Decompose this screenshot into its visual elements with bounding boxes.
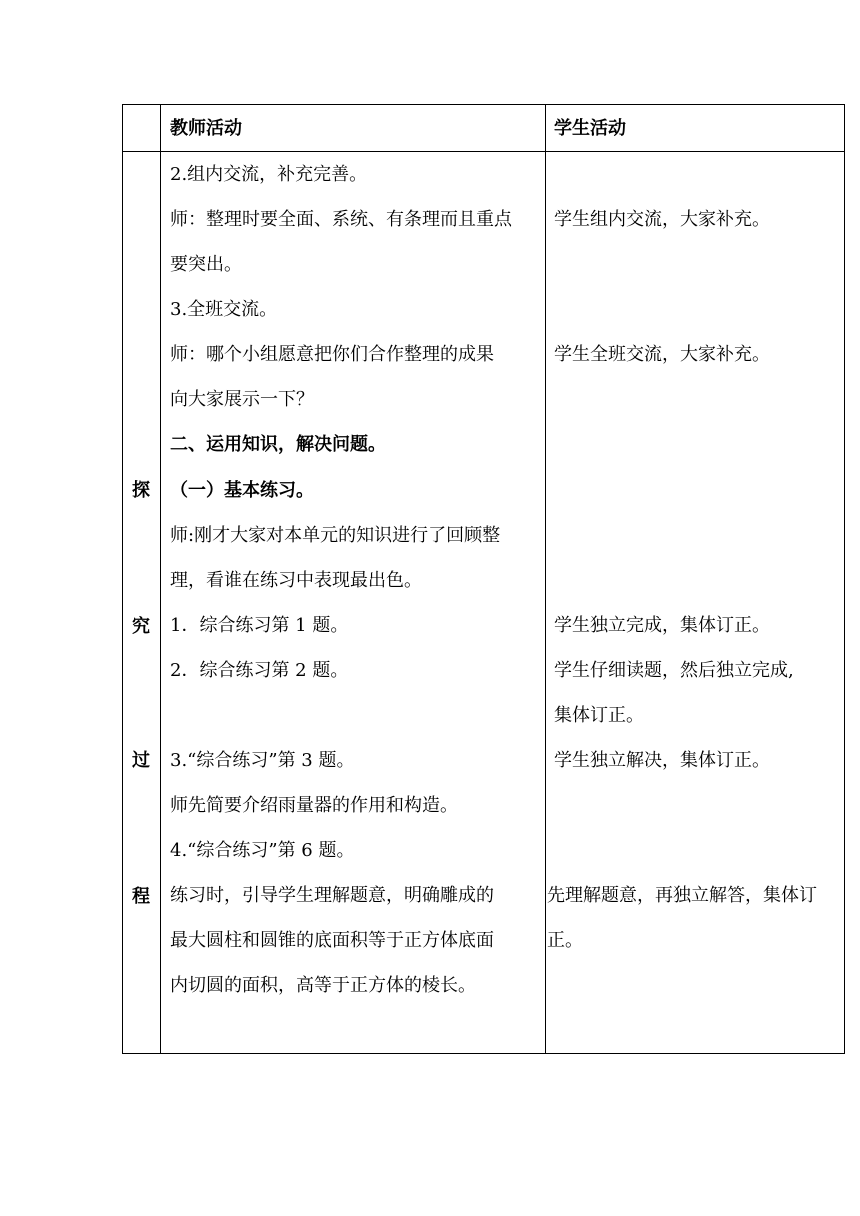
teacher-activity-header: 教师活动 xyxy=(170,118,242,139)
side-label-char: 过 xyxy=(132,750,150,771)
teacher-line: 4.“综合练习”第 6 题。 xyxy=(170,840,355,861)
header-row-divider xyxy=(122,151,845,152)
table-border-top xyxy=(122,104,845,105)
student-line: 正。 xyxy=(547,930,583,951)
teacher-line: 2．综合练习第 2 题。 xyxy=(170,660,349,681)
teacher-line: 2.组内交流，补充完善。 xyxy=(170,164,368,185)
side-column-divider xyxy=(160,104,161,1054)
teacher-line: 3.“综合练习”第 3 题。 xyxy=(170,750,355,771)
teacher-line: 理，看谁在练习中表现最出色。 xyxy=(170,570,422,591)
teacher-line: 3.全班交流。 xyxy=(170,299,278,320)
teacher-line: 内切圆的面积，高等于正方体的棱长。 xyxy=(170,975,476,996)
teacher-line: 师:刚才大家对本单元的知识进行了回顾整 xyxy=(170,525,501,546)
teacher-line: 练习时，引导学生理解题意，明确雕成的 xyxy=(170,885,494,906)
teacher-line: 师：整理时要全面、系统、有条理而且重点 xyxy=(170,209,512,230)
teacher-line: 师：哪个小组愿意把你们合作整理的成果 xyxy=(170,344,494,365)
teacher-line: 最大圆柱和圆锥的底面积等于正方体底面 xyxy=(170,930,494,951)
student-line: 学生独立解决，集体订正。 xyxy=(554,750,770,771)
side-label-char: 究 xyxy=(132,616,150,637)
table-border-bottom xyxy=(122,1053,845,1054)
student-line: 学生仔细读题，然后独立完成, xyxy=(554,660,794,681)
student-line: 学生全班交流，大家补充。 xyxy=(554,344,770,365)
section-heading: 二、运用知识，解决问题。 xyxy=(170,434,386,455)
student-activity-header: 学生活动 xyxy=(554,118,626,139)
teacher-line: 1．综合练习第 1 题。 xyxy=(170,615,349,636)
student-line: 先理解题意，再独立解答，集体订 xyxy=(547,885,817,906)
teacher-line: 师先简要介绍雨量器的作用和构造。 xyxy=(170,795,458,816)
subsection-heading: （一）基本练习。 xyxy=(170,480,314,501)
student-line: 学生独立完成，集体订正。 xyxy=(554,615,770,636)
activity-column-divider xyxy=(545,104,546,1054)
side-label-char: 探 xyxy=(132,480,150,501)
side-label-char: 程 xyxy=(132,886,150,907)
teacher-line: 向大家展示一下？ xyxy=(170,389,314,410)
table-border-right xyxy=(844,104,845,1054)
teacher-line: 要突出。 xyxy=(170,254,242,275)
lesson-table xyxy=(122,104,845,1054)
student-line: 学生组内交流，大家补充。 xyxy=(554,209,770,230)
table-border-left xyxy=(122,104,123,1054)
student-line: 集体订正。 xyxy=(554,705,644,726)
